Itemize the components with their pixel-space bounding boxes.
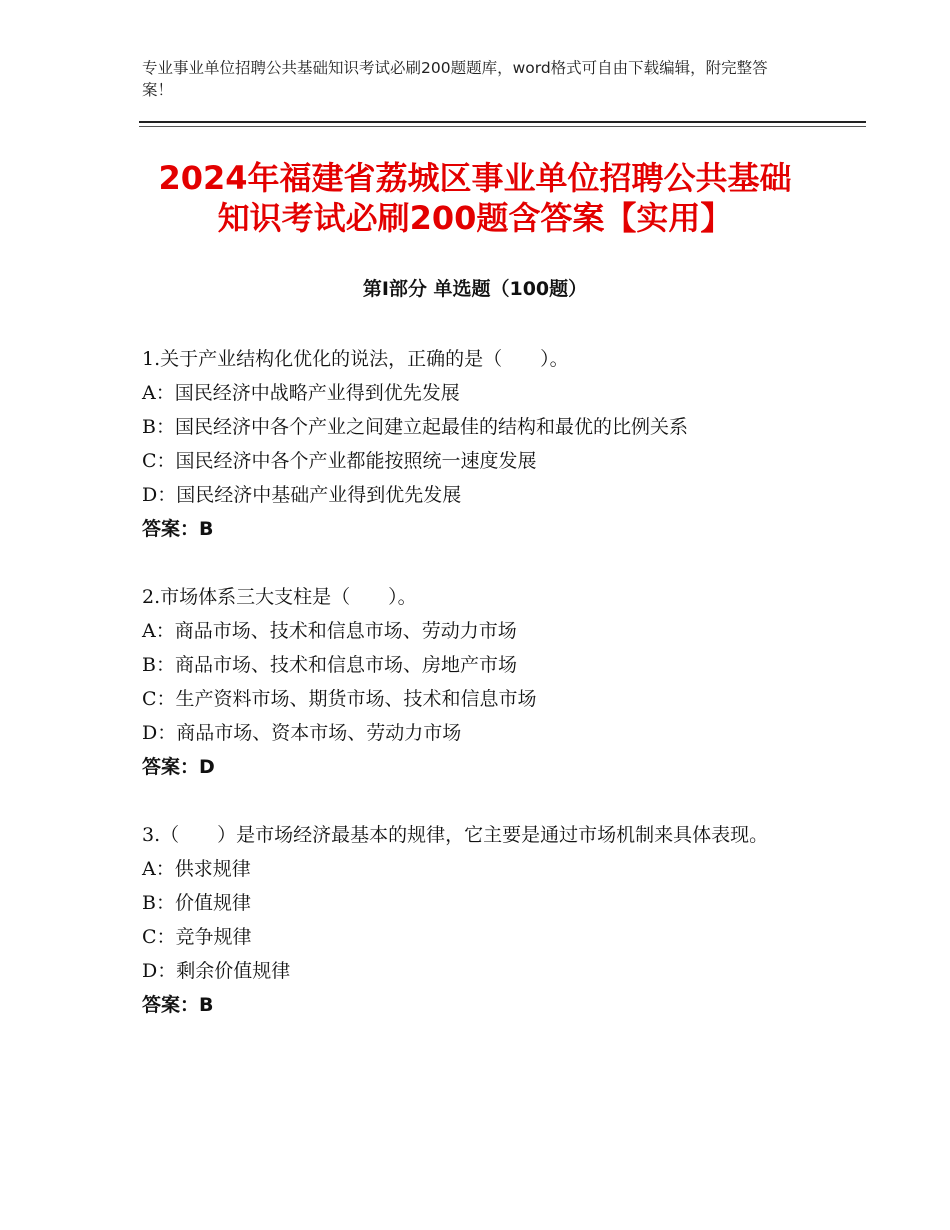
- section-heading: 第Ⅰ部分 单选题（100题）: [362, 278, 588, 300]
- document-title-line-2: 知识考试必刷200题含答案【实用】: [217, 199, 733, 237]
- question-1: [142, 342, 802, 546]
- option-a: A：商品市场、技术和信息市场、劳动力市场: [142, 620, 517, 642]
- question-3: [142, 818, 802, 1022]
- option-d: D：剩余价值规律: [142, 960, 291, 982]
- option-b: B：商品市场、技术和信息市场、房地产市场: [142, 654, 517, 676]
- option-a: A：供求规律: [142, 858, 251, 880]
- option-d: D：商品市场、资本市场、劳动力市场: [142, 722, 462, 744]
- option-b: B：国民经济中各个产业之间建立起最佳的结构和最优的比例关系: [142, 416, 688, 438]
- question-list: [142, 342, 802, 1056]
- header-divider-thin: [139, 126, 866, 127]
- option-c: C：国民经济中各个产业都能按照统一速度发展: [142, 450, 537, 472]
- question-2: [142, 580, 802, 784]
- document-title-line-1: 2024年福建省荔城区事业单位招聘公共基础: [158, 159, 792, 197]
- answer: 答案：B: [142, 994, 214, 1016]
- option-d: D：国民经济中基础产业得到优先发展: [142, 484, 462, 506]
- document-title: [100, 158, 850, 238]
- option-c: C：竞争规律: [142, 926, 252, 948]
- option-b: B：价值规律: [142, 892, 251, 914]
- answer: 答案：D: [142, 756, 215, 778]
- option-a: A：国民经济中战略产业得到优先发展: [142, 382, 460, 404]
- question-stem: 3.（ ）是市场经济最基本的规律，它主要是通过市场机制来具体表现。: [142, 824, 769, 846]
- question-stem: 1.关于产业结构化优化的说法，正确的是（ ）。: [142, 348, 569, 370]
- answer: 答案：B: [142, 518, 214, 540]
- header-divider-thick: [139, 121, 866, 123]
- header-note: 专业事业单位招聘公共基础知识考试必刷200题题库，word格式可自由下载编辑，附完整答案！: [142, 59, 768, 99]
- option-c: C：生产资料市场、期货市场、技术和信息市场: [142, 688, 537, 710]
- question-stem: 2.市场体系三大支柱是（ ）。: [142, 586, 417, 608]
